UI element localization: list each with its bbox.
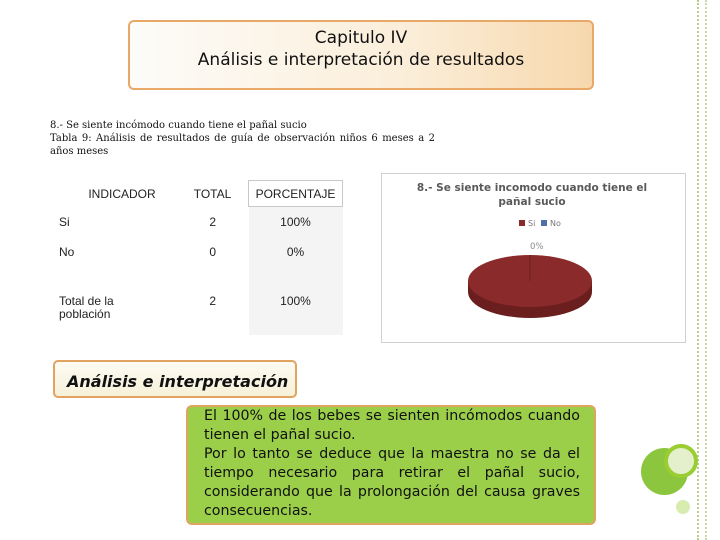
legend-swatch-no bbox=[541, 220, 547, 226]
table-caption: Tabla 9: Análisis de resultados de guía de observación niños 6 meses a 2 años meses bbox=[50, 133, 435, 157]
legend-label-si: Si bbox=[528, 219, 536, 228]
analysis-text-box bbox=[186, 405, 596, 525]
data-label-no: 0% bbox=[530, 242, 544, 252]
decorative-circle-small bbox=[676, 500, 690, 514]
cell-porcentaje: 100% bbox=[249, 207, 343, 238]
data-label-si: 100% bbox=[534, 295, 559, 305]
chart-title-line1: 8.- Se siente incomodo cuando tiene el bbox=[416, 182, 648, 194]
decorative-dotted-border bbox=[697, 0, 717, 540]
table-row-total bbox=[55, 267, 343, 335]
cell-indicador: No bbox=[59, 245, 75, 259]
cell-indicador: Si bbox=[59, 214, 70, 229]
header-total: TOTAL bbox=[193, 186, 232, 201]
cell-indicador-line2: población bbox=[59, 307, 111, 321]
table-row bbox=[55, 237, 343, 267]
table-header-row bbox=[55, 181, 343, 207]
cell-total: 2 bbox=[209, 214, 217, 229]
cell-porcentaje: 100% bbox=[249, 267, 343, 335]
cell-porcentaje: 0% bbox=[249, 237, 343, 267]
analysis-heading: Análisis e interpretación bbox=[53, 360, 297, 398]
cell-total: 2 bbox=[209, 294, 217, 308]
analysis-paragraph-1: El 100% de los bebes se sienten incómodos cuando tienen el pañal sucio. bbox=[204, 408, 580, 443]
header-porcentaje: PORCENTAJE bbox=[249, 181, 343, 207]
title-subtitle: Análisis e interpretación de resultados bbox=[197, 50, 525, 70]
cell-total: 0 bbox=[209, 245, 217, 259]
pie-chart-svg bbox=[382, 174, 685, 342]
cell-indicador-total bbox=[55, 267, 177, 335]
legend-label-no: No bbox=[550, 219, 561, 228]
results-table bbox=[55, 180, 343, 335]
intro-text bbox=[50, 119, 435, 158]
header-indicador: INDICADOR bbox=[88, 186, 156, 201]
decorative-circle-ring bbox=[664, 444, 698, 478]
analysis-paragraph-2: Por lo tanto se deduce que la maestra no se da el tiempo necesario para retirar el pañal sucio, considerando que la prolongación del causa graves consecuencias. bbox=[204, 446, 580, 519]
table-row bbox=[55, 207, 343, 238]
pie-chart bbox=[381, 173, 686, 343]
cell-indicador-line1: Total de la bbox=[59, 294, 114, 308]
chart-title-line2: pañal sucio bbox=[498, 196, 566, 208]
question-text: 8.- Se siente incómodo cuando tiene el pañal sucio bbox=[50, 120, 307, 131]
legend-swatch-si bbox=[519, 220, 525, 226]
chart-legend bbox=[519, 219, 561, 228]
title-chapter: Capitulo IV bbox=[314, 28, 408, 48]
pie-group bbox=[468, 242, 592, 318]
slide-title bbox=[128, 20, 594, 90]
